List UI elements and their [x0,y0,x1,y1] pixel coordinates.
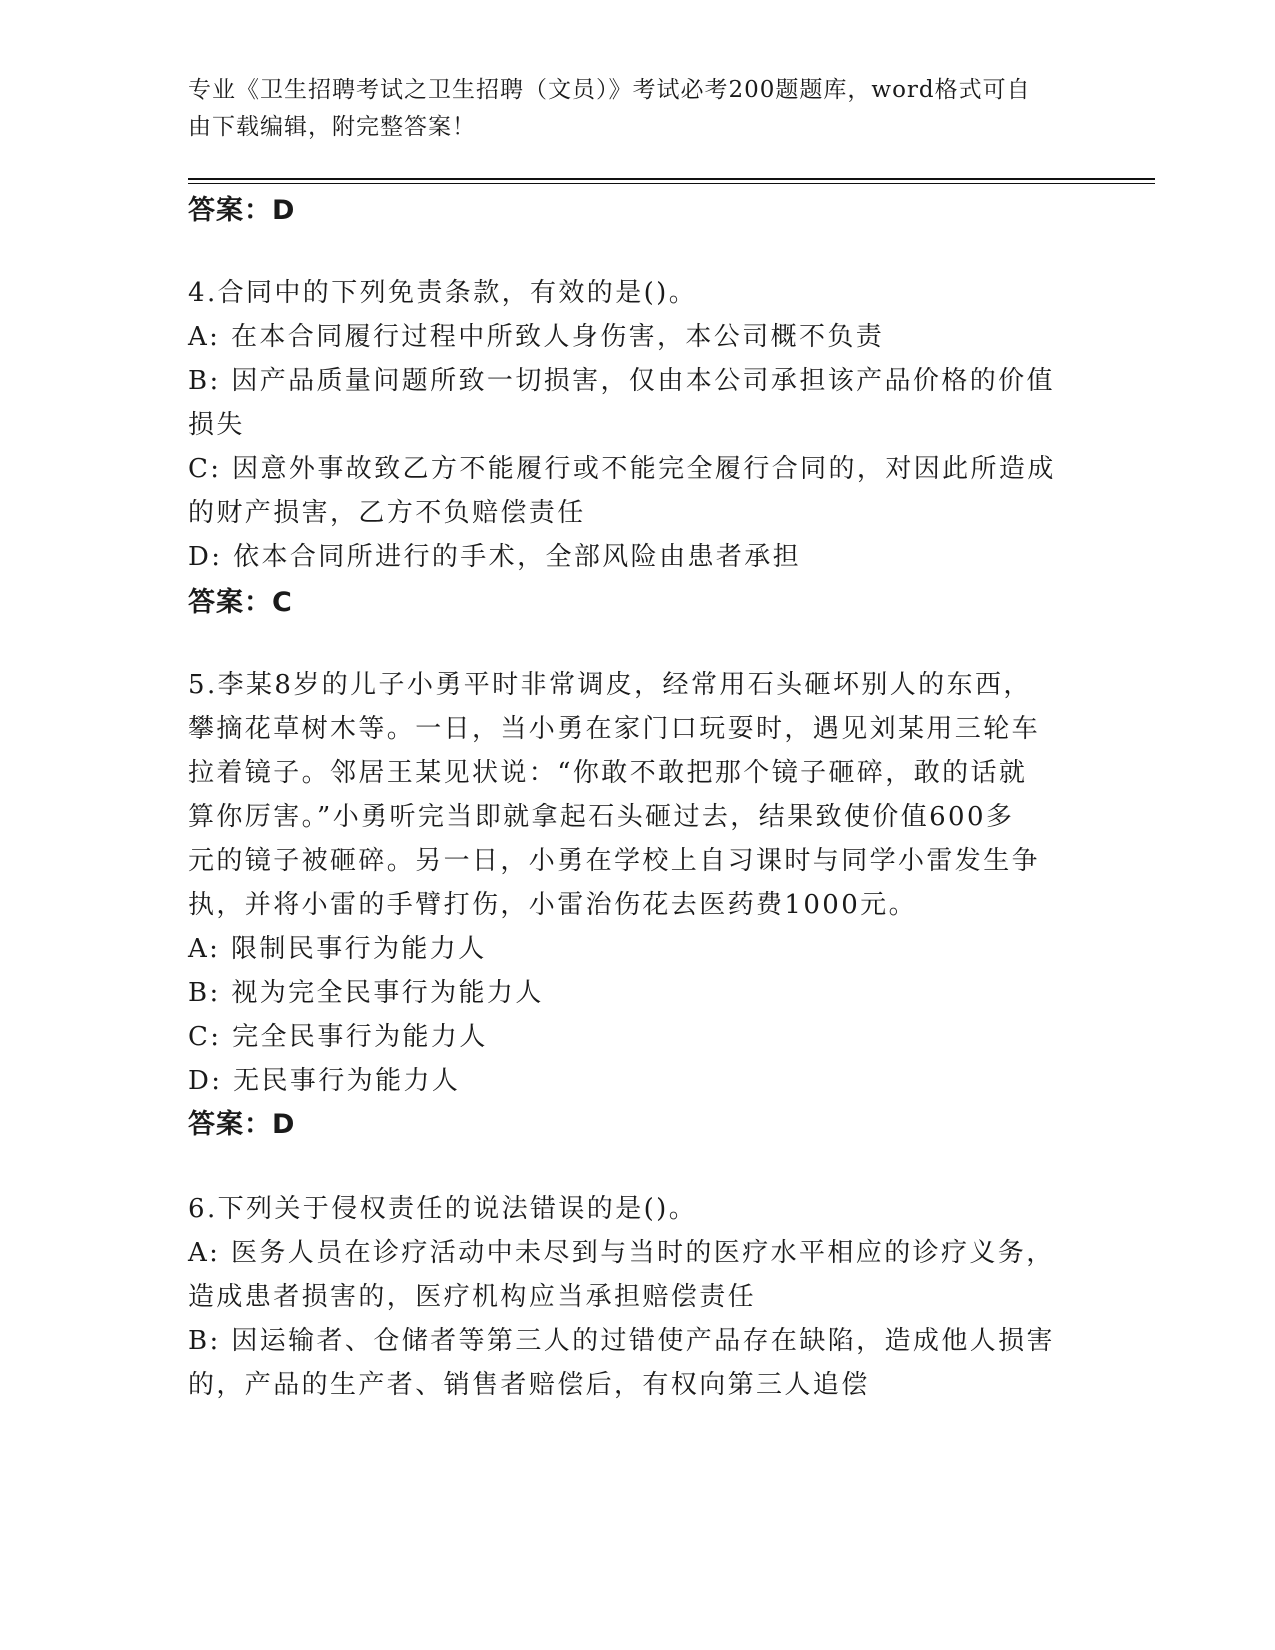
q5-question-line-6: 执，并将小雷的手臂打伤，小雷治伤花去医药费1000元。 [188,890,917,920]
q4-option-a: A: 在本合同履行过程中所致人身伤害，本公司概不负责 [188,322,885,352]
q4-answer: 答案：C [188,587,293,618]
header-rule-thick [188,178,1155,180]
q4-option-d: D: 依本合同所进行的手术，全部风险由患者承担 [188,542,802,572]
q5-option-d: D: 无民事行为能力人 [188,1066,461,1096]
answer-prev: 答案：D [188,195,296,226]
q5-option-b: B: 视为完全民事行为能力人 [188,978,544,1008]
q6-option-a-line-2: 造成患者损害的，医疗机构应当承担赔偿责任 [188,1282,757,1312]
q5-option-c: C: 完全民事行为能力人 [188,1022,488,1052]
q5-option-a: A: 限制民事行为能力人 [188,934,487,964]
q6-option-a-line-1: A: 医务人员在诊疗活动中未尽到与当时的医疗水平相应的诊疗义务， [188,1238,1055,1268]
header-line-1: 专业《卫生招聘考试之卫生招聘（文员）》考试必考200题题库，word格式可自 [188,77,1031,103]
q5-answer: 答案：D [188,1109,296,1140]
q6-option-b-line-2: 的，产品的生产者、销售者赔偿后，有权向第三人追偿 [188,1370,870,1400]
q6-option-b-line-1: B: 因运输者、仓储者等第三人的过错使产品存在缺陷，造成他人损害 [188,1326,1055,1356]
document-header [188,72,1068,146]
q4-option-b-line-1: B: 因产品质量问题所致一切损害，仅由本公司承担该产品价格的价值 [188,366,1055,396]
q6-question: 6.下列关于侵权责任的说法错误的是()。 [188,1194,698,1224]
q5-question-line-1: 5.李某8岁的儿子小勇平时非常调皮，经常用石头砸坏别人的东西， [188,670,1032,700]
q5-question-line-2: 攀摘花草树木等。一日，当小勇在家门口玩耍时，遇见刘某用三轮车 [188,714,1041,744]
header-rule-thin [188,183,1155,184]
q5-question-line-5: 元的镜子被砸碎。另一日，小勇在学校上自习课时与同学小雷发生争 [188,846,1041,876]
q5-question-line-3: 拉着镜子。邻居王某见状说：“你敢不敢把那个镜子砸碎，敢的话就 [188,758,1028,788]
q4-option-b-line-2: 损失 [188,410,245,440]
q4-question: 4.合同中的下列免责条款，有效的是()。 [188,278,698,308]
header-line-2: 由下载编辑，附完整答案！ [188,114,476,140]
q5-question-line-4: 算你厉害。”小勇听完当即就拿起石头砸过去，结果致使价值600多 [188,802,1015,832]
q4-option-c-line-1: C: 因意外事故致乙方不能履行或不能完全履行合同的，对因此所造成 [188,454,1056,484]
q4-option-c-line-2: 的财产损害，乙方不负赔偿责任 [188,498,586,528]
